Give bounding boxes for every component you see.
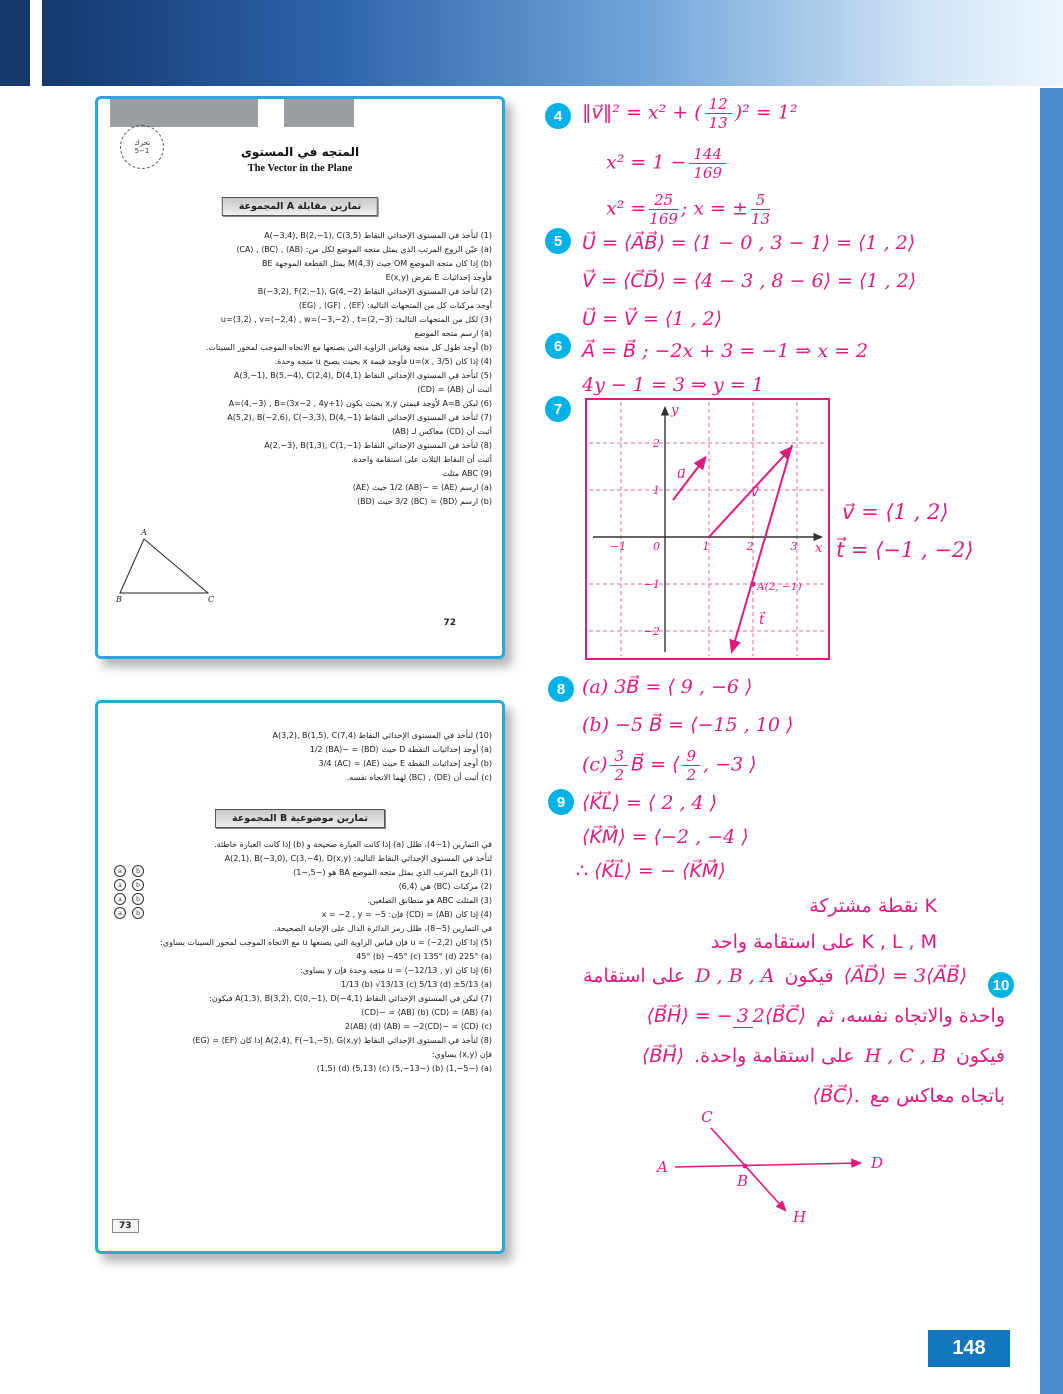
textbook-page-73 (95, 700, 505, 1254)
stamp-text: تحرك (133, 138, 151, 147)
y-tick: 1 (653, 484, 660, 497)
triangle-label-c: C (208, 595, 215, 604)
solution-5-badge: 5 (545, 228, 571, 254)
fraction-denominator: 13 (751, 209, 771, 228)
exercise-line: (7) ليكن في المستوى الإحداثي النقاط A(1,3), B(3,2), C(0,−1), D(−4,1) فيكون: (209, 994, 492, 1003)
exercise-line: (4) إذا كان u=⟨x , 3/5⟩ فأوجد قيمة x بحيث يصبح u متجه وحدة. (274, 357, 492, 366)
point-b-dot (743, 1164, 748, 1169)
exercise-line: (b) أوجد طول كل متجه وقياس الزاوية التي يصنعها مع الاتجاه الموجب لمحور السينات. (205, 343, 492, 352)
bubble-b: b (132, 907, 144, 919)
solution-6-line-1: A⃗ = B⃗ ; −2x + 3 = −1 ⇒ x = 2 (582, 340, 869, 362)
fraction-numerator: 144 (689, 146, 726, 164)
fraction-numerator: 3 (610, 748, 628, 766)
x-tick: 3 (790, 540, 798, 553)
exercise-line: في التمارين (1−4)، ظلل (a) إذا كانت العبارة صحيحة و (b) إذا كانت العبارة خاطئة. (214, 840, 492, 849)
point-a-label: A(2, −1) (757, 581, 802, 593)
fraction-denominator: 169 (649, 209, 678, 228)
fraction-denominator: 13 (708, 113, 728, 132)
solution-4-badge: 4 (545, 103, 571, 129)
solution-6-badge: 6 (545, 333, 571, 359)
math-text: )² = 1² (734, 101, 798, 124)
fraction (682, 748, 700, 783)
solution-5-line-3: U⃗ = V⃗ = ⟨1 , 2⟩ (582, 308, 723, 330)
exercise-line: لنأخذ في المستوى الإحداثي النقاط التالية: A(2,1), B(−3,0), C(3,−4), D(x,y) (224, 854, 492, 863)
right-edge-bar (1040, 88, 1063, 1394)
exercise-10-lines (106, 729, 492, 785)
textbook-page-72 (95, 96, 505, 659)
x-tick: 1 (702, 540, 710, 553)
bubble-b: b (132, 893, 144, 905)
segment-c-h (711, 1128, 785, 1210)
solution-10-line-1 (535, 956, 1005, 996)
exercise-line: (3) المثلث ABC هو متطابق الضلعين. (367, 896, 492, 905)
exercise-line: (1) لنأخذ في المستوى الإحداثي النقاط A(−3,4), B(2,−1), C(3,5) (264, 231, 492, 240)
bubble-row (114, 864, 144, 878)
exercise-line: (8) لنأخذ في المستوى الإحداثي النقاط A(2,4), F(−1,−5), G(x,y) إذا كان ⟨EF⟩ = ⟨EG⟩ (192, 1036, 492, 1045)
fraction-denominator: 2 (614, 765, 625, 784)
objective-exercise-lines (106, 838, 492, 1076)
exercise-line: (c) أثبت أن ⟨DE⟩ , ⟨BC⟩ لهما الاتجاه نفسه. (346, 773, 492, 782)
scan-header-block (110, 99, 258, 127)
scan-header-block (284, 99, 354, 127)
exercise-line: (6) ليكن A=B لأوجد قيمتي x,y بحيث يكون A=⟨4,−3⟩ , B=⟨3x−2 , 4y+1⟩ (228, 399, 492, 408)
math-text: ; x = ± (680, 197, 749, 220)
exercise-lines (106, 229, 492, 509)
fraction-numerator: 25 (649, 192, 678, 210)
lesson-title-ar: المتجه في المستوى (240, 145, 360, 159)
solution-9-badge: 9 (548, 789, 574, 815)
solution-10-line-4 (535, 1076, 1005, 1116)
math-text: B⃗ = ⟨ (631, 753, 680, 776)
math-text: ‖v⃗‖² = x² + ( (582, 101, 702, 124)
label-c: C (701, 1110, 713, 1126)
math-text: H , C , B (864, 1045, 946, 1067)
fraction (705, 96, 732, 131)
math-text: (c) (582, 753, 608, 776)
solution-9-line-1: ⟨K⃗L⃗⟩ = ⟨ 2 , 4 ⟩ (582, 792, 718, 814)
math-text: ⟨A⃗D⃗⟩ = 3⟨A⃗B⃗⟩ (843, 965, 967, 987)
solution-8-badge: 8 (548, 676, 574, 702)
origin-label: 0 (653, 540, 660, 553)
bubble-row (114, 906, 144, 920)
vector-graph (585, 398, 830, 660)
solution-4-line-3 (606, 192, 773, 227)
fraction-numerator: 12 (705, 96, 732, 114)
exercise-line: (2) مركبات ⟨BC⟩ هي ⟨6,4⟩ (398, 882, 492, 891)
bubble-b: b (132, 879, 144, 891)
bubble-a: a (114, 907, 126, 919)
arabic-text: فيكون (955, 1045, 1005, 1067)
exercise-line: أثبت أن ⟨AB⟩ = ⟨CD⟩ (417, 385, 492, 394)
bubble-a: a (114, 879, 126, 891)
solution-10-line-3 (535, 1036, 1005, 1076)
arabic-text: على استقامة واحدة. (694, 1045, 855, 1067)
bubble-row (114, 892, 144, 906)
fraction-numerator: 5 (751, 192, 770, 210)
page-72-number: 72 (443, 618, 456, 628)
solution-9-arabic (582, 888, 937, 960)
bubble-b: b (132, 865, 144, 877)
lesson-title-en: The Vector in the Plane (247, 163, 353, 174)
exercise-line: (a) 1/13 (b) √13/13 (c) 5/13 (d) ±5/13 (341, 980, 492, 989)
y-axis-label: y (671, 403, 679, 418)
fraction-numerator: 9 (682, 748, 700, 766)
section-b-header: المجموعة B تمارين موضوعية (215, 809, 385, 828)
math-text: D , B , A (695, 965, 775, 987)
solution-8a: (a) 3B⃗ = ⟨ 9 , −6 ⟩ (582, 676, 753, 698)
triangle-label-b: B (116, 595, 122, 604)
exercise-line: (10) لنأخذ في المستوى الإحداثي النقاط A(3,2), B(1,5), C(7,4) (272, 731, 492, 740)
exercise-line: (5) لنأخذ في المستوى الإحداثي النقاط A(3,−1), B(5,−4), C(2,4), D(4,1) (234, 371, 492, 380)
exercise-line: (b) ارسم ⟨BD⟩ = 3/2 ⟨BC⟩ حيث ⟨BD⟩ (356, 497, 492, 506)
solution-6-line-2: 4y − 1 = 3 ⇒ y = 1 (582, 374, 764, 396)
y-tick: −1 (643, 578, 660, 591)
solution-5-line-1: U⃗ = ⟨A⃗B⃗⟩ = ⟨1 − 0 , 3 − 1⟩ = ⟨1 , 2⟩ (582, 232, 916, 254)
solution-4-line-2 (606, 146, 729, 181)
label-b: B (737, 1172, 749, 1190)
math-text (647, 1005, 806, 1027)
solution-10-text (535, 956, 1005, 1116)
exercise-line: أثبت أن ⟨CD⟩ معاكس لـ ⟨AB⟩ (391, 427, 492, 436)
math-text: ⟨B⃗C⃗⟩ (764, 1005, 807, 1027)
page-73-number: 73 (112, 1219, 139, 1233)
exercise-line: (a) (−1,−5) (b) (−5,−13) (c) (5,13) (d) (1,5) (316, 1064, 492, 1073)
exercise-line: (2) لنأخذ في المستوى الإحداثي النقاط B(−3,2), F(2,−1), G(4,−2) (257, 287, 492, 296)
exercise-line: (a) أوجد إحداثيات النقطة D حيث ⟨BD⟩ = −1/2 ⟨BA⟩ (309, 745, 492, 754)
arabic-text: واحدة والاتجاه نفسه، ثم (816, 1005, 1005, 1027)
figure-lines (675, 1128, 860, 1210)
math-text: ⟨B⃗H⃗⟩ (641, 1045, 685, 1067)
exercise-line: (9) ABC مثلث (441, 469, 492, 478)
solution-8b: (b) −5 B⃗ = ⟨−15 , 10 ⟩ (582, 714, 794, 736)
top-gradient-bar (42, 0, 1063, 86)
point-a-dot (750, 581, 755, 586)
math-text: x² = (606, 197, 647, 220)
arabic-text: فيكون (784, 965, 834, 987)
exercise-line: (a) ارسم ⟨AE⟩ = −1/2 ⟨AB⟩ حيث ⟨AE⟩ (352, 483, 492, 492)
fraction (733, 1004, 765, 1028)
exercise-line: (4) إذا كان ⟨AB⟩ = ⟨CD⟩ فإن: x = −2 , y = −5 (321, 910, 492, 919)
points-figure (645, 1110, 885, 1225)
arabic-text: على استقامة (583, 965, 686, 987)
solution-8c (582, 748, 757, 783)
section-a-header: المجموعة A تمارين مقابلة (222, 197, 378, 216)
vector-t-label: t⃗ (759, 613, 765, 628)
solution-10-badge: 10 (988, 972, 1014, 998)
fraction-denominator: 2 (752, 1005, 765, 1027)
solution-4-line-1 (582, 96, 797, 131)
fraction (649, 192, 678, 227)
v-equals: v⃗ = ⟨1 , 2⟩ (842, 500, 949, 524)
exercise-line: (a) عيّن الزوج المرتب الذي يمثل متجه الموضع لكل من: ⟨AB⟩ , ⟨BC⟩ , ⟨CA⟩ (236, 245, 492, 254)
x-tick: −1 (609, 540, 627, 553)
stamp-number: 5−1 (134, 147, 150, 155)
graph-border (586, 399, 829, 659)
exercise-line: (8) لنأخذ في المستوى الإحداثي النقاط A(2,−3), B(1,3), C(1,−1) (264, 441, 492, 450)
bubble-a: a (114, 893, 126, 905)
shared-point-note: K نقطة مشتركة (809, 895, 937, 917)
exercise-line: (a) ارسم متجه الموضع (414, 329, 492, 338)
math-text: ⟨B⃗C⃗⟩. (812, 1085, 860, 1107)
math-text: , −3 ⟩ (703, 753, 757, 776)
exercise-line: (1) الزوج المرتب الذي يمثل متجه الموضع BA هو (−5,−1) (293, 868, 492, 877)
solution-10-line-2 (535, 996, 1005, 1036)
solution-9-line-2: ⟨K⃗M⃗⟩ = ⟨−2 , −4 ⟩ (582, 826, 749, 848)
exercise-line: (b) إذا كان متجه الموضع OM حيث M(4,3) يمثل القطعة الموجهة BE (262, 259, 492, 268)
exercise-line: (c) ⟨CD⟩ = −2⟨AB⟩ (d) ⟨AB⟩ = −2⟨CD⟩ (344, 1022, 492, 1031)
exercise-line: فأوجد إحداثيات E بفرض E(x,y) (385, 273, 492, 282)
collinear-note: K , L , M على استقامة واحد (710, 931, 937, 953)
fraction-denominator: 2 (686, 765, 697, 784)
solution-5-line-2: V⃗ = ⟨C⃗D⃗⟩ = ⟨4 − 3 , 8 − 6⟩ = ⟨1 , 2⟩ (582, 270, 917, 292)
exercise-line: (6) إذا كان u = ⟨−12/13 , y⟩ متجه وحدة فإن y يساوي: (300, 966, 492, 975)
fraction (751, 192, 770, 227)
solution-7-badge: 7 (545, 396, 571, 422)
math-text: ⟨B⃗H⃗⟩ = − (646, 1005, 733, 1027)
fraction (610, 748, 628, 783)
label-h: H (793, 1208, 807, 1225)
exercise-line: (a) 45° (b) −45° (c) 135° (d) 225° (356, 952, 492, 961)
exercise-line: (a) ⟨AB⟩ = ⟨CD⟩ (b) ⟨AB⟩ = −⟨CD⟩ (361, 1008, 492, 1017)
x-axis-label: x (815, 541, 823, 556)
y-tick: 2 (653, 437, 660, 450)
t-equals: t⃗ = ⟨−1 , −2⟩ (836, 538, 974, 562)
label-d: D (871, 1154, 884, 1172)
vector-u-label: u⃗ (677, 467, 686, 482)
true-false-bubbles (114, 864, 144, 920)
fraction-numerator: 3 (733, 1005, 753, 1028)
exercise-line: (3) لكل من المتجهات التالية: u=⟨3,2⟩ , v=⟨−2,4⟩ , w=⟨−3,−2⟩ , t=⟨2,−3⟩ (220, 315, 492, 324)
vector-v-label: v⃗ (751, 485, 759, 500)
triangle-outline (120, 539, 208, 593)
bubble-a: a (114, 865, 126, 877)
label-a: A (657, 1158, 668, 1176)
exercise-line: فإن (x,y) يساوي: (431, 1050, 492, 1059)
exercise-line: (7) لنأخذ في المستوى الإحداثي النقاط A(5,2), B(−2,6), C(−3,3), D(4,−1) (227, 413, 492, 422)
exercise-line: في التمارين (5−8)، ظلل رمز الدائرة الدال على الإجابة الصحيحة. (274, 924, 492, 933)
fraction (689, 146, 726, 181)
x-tick: 2 (746, 540, 754, 553)
triangle-label-a: A (141, 528, 147, 537)
exercise-line: أوجد مركبات كل من المتجهات التالية: ⟨EF⟩ , ⟨GF⟩ , ⟨EG⟩ (298, 301, 492, 310)
fraction-denominator: 169 (693, 163, 723, 182)
exercise-line: (b) أوجد إحداثيات النقطة E حيث ⟨AE⟩ = 3/4 ⟨AC⟩ (318, 759, 492, 768)
top-left-decoration (0, 0, 30, 86)
arabic-text: باتجاه معاكس مع (869, 1085, 1005, 1107)
triangle-figure (112, 527, 222, 605)
y-tick: −2 (643, 625, 660, 638)
solution-9-line-3: ∴ ⟨K⃗L⃗⟩ = − ⟨K⃗M⃗⟩ (576, 860, 726, 882)
exercise-line: (5) إذا كان u = ⟨−2,2⟩ فإن قياس الزاوية التي يصنعها u مع الاتجاه الموجب لمحور السينات يساوي: (160, 938, 492, 947)
page-number-badge: 148 (928, 1330, 1010, 1367)
math-text: x² = 1 − (606, 151, 687, 174)
segment-a-d (675, 1163, 860, 1167)
bubble-row (114, 878, 144, 892)
exercise-line: أثبت أن النقاط الثلاث على استقامة واحدة. (351, 455, 492, 464)
